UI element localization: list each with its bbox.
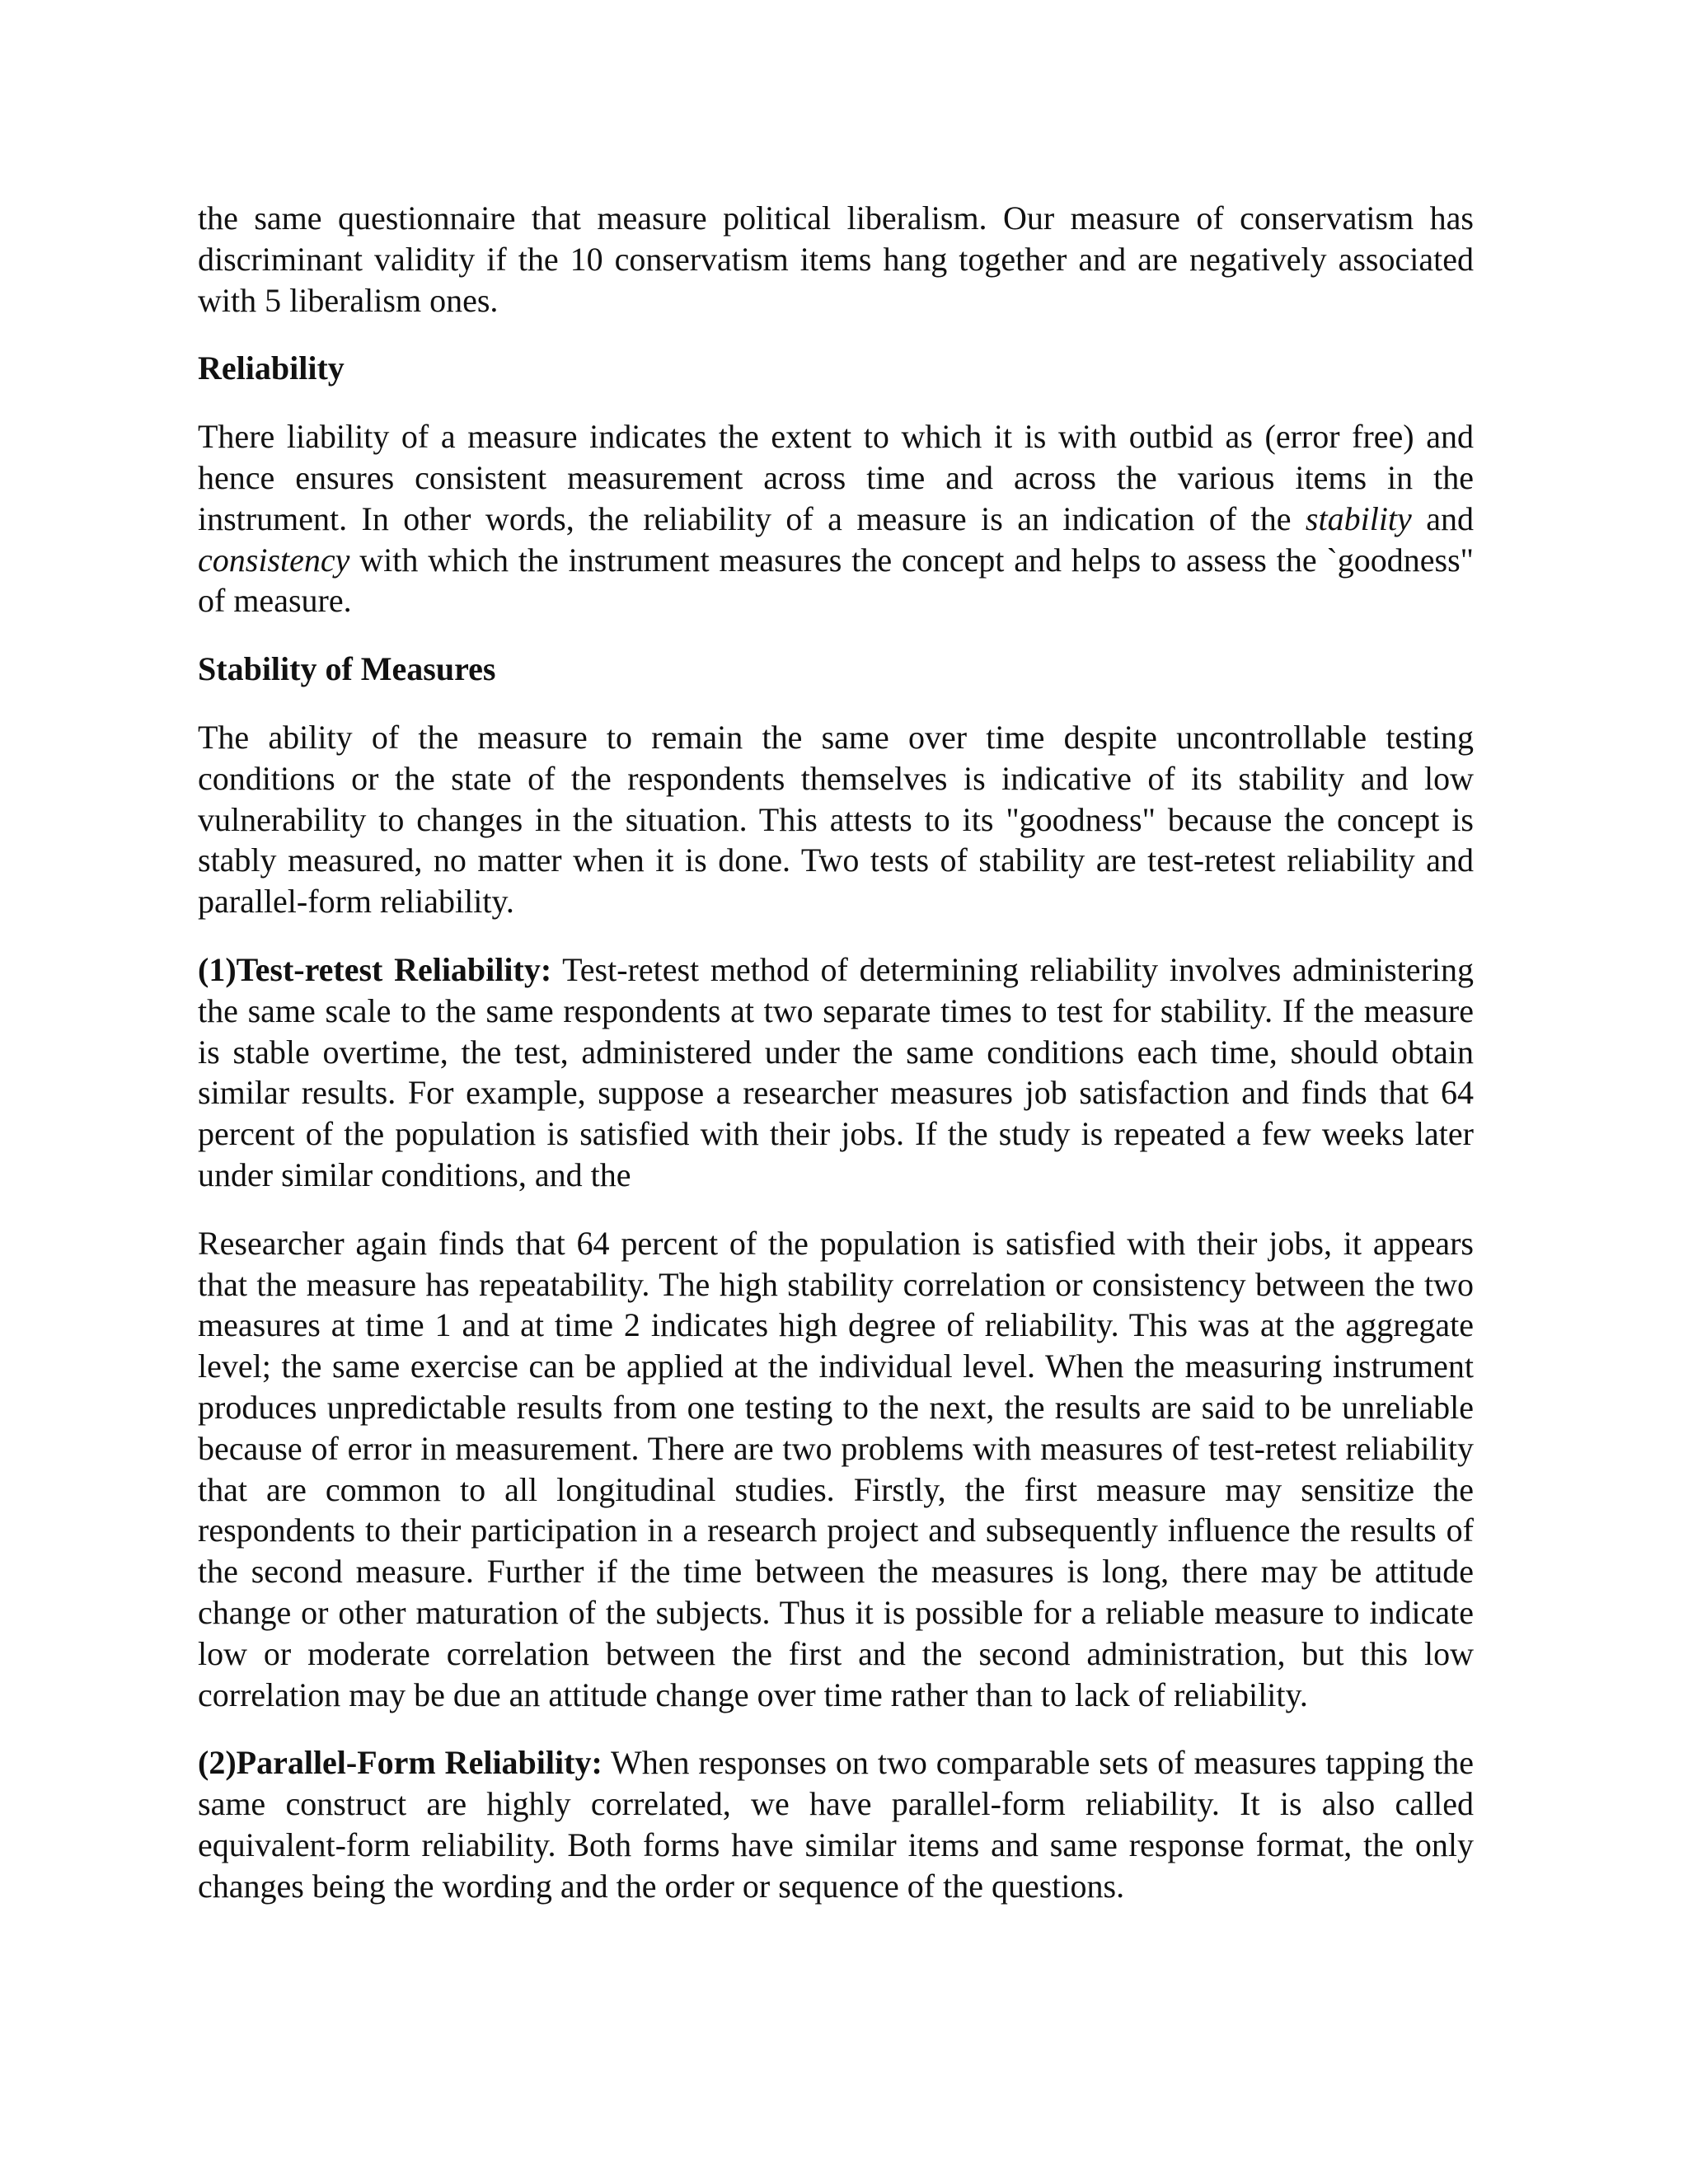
paragraph-stability: The ability of the measure to remain the same over time despite uncontrollable testing conditions or the state of the respondents themselves is indicative of its stability and low vulnerability to changes in the situation. This attests to its "goodness" because the concept is stably measured, no matter when it is done. Two tests of stability are test-retest reliability and parallel-form reliability.: [198, 718, 1474, 921]
paragraph-parallel-form: [198, 1742, 1474, 1906]
test-retest-lead: (1)Test-retest Reliability:: [198, 950, 552, 988]
paragraph-test-retest: [198, 949, 1474, 1196]
heading-stability-of-measures: Stability of Measures: [198, 650, 496, 688]
parallel-form-body: When responses on two comparable sets of measures tapping the same construct are highly correlated, we have parallel-form reliability. It is also called equivalent-form reliability. Both forms have similar items and same response format, the only changes being the wording and the order or sequence of the questions.: [198, 1744, 1474, 1905]
paragraph-reliability: [198, 416, 1474, 621]
paragraph-discriminant-validity: the same questionnaire that measure political liberalism. Our measure of conservatism has discriminant validity if the 10 conservatism items hang together and are negatively associated with 5 liberalism ones.: [198, 199, 1474, 319]
heading-reliability: Reliability: [198, 349, 345, 387]
reliability-text-part-1: There liability of a measure indicates the extent to which it is with outbid as (error free) and hence ensures consistent measurement across time and across the various items in the instrument. In other words, the reliability of a measure is an indication of the: [198, 418, 1474, 537]
stability-term: stability: [1305, 499, 1412, 537]
paragraph-test-retest-continued: Researcher again finds that 64 percent of the population is satisfied with their jobs, it appears that the measure has repeatability. The high stability correlation or consistency between the two measures at time 1 and at time 2 indicates high degree of reliability. This was at the aggregate level; the same exercise can be applied at the individual level. When the measuring instrument produces unpredictable results from one testing to the next, the results are said to be unreliable because of error in measurement. There are two problems with measures of test-retest reliability that are common to all longitudinal studies. Firstly, the first measure may sensitize the respondents to their participation in a research project and subsequently influence the results of the second measure. Further if the time between the measures is long, there may be attitude change or other maturation of the subjects. Thus it is possible for a reliable measure to indicate low or moderate correlation between the first and the second administration, but this low correlation may be due an attitude change over time rather than to lack of reliability.: [198, 1224, 1474, 1713]
test-retest-body: Test-retest method of determining reliability involves administering the same scale to the same respondents at two separate times to test for stability. If the measure is stable overtime, the test, administered under the same conditions each time, should obtain similar results. For example, suppose a researcher measures job satisfaction and finds that 64 percent of the population is satisfied with their jobs. If the study is repeated a few weeks later under similar conditions, and the: [198, 950, 1474, 1193]
document-page: [198, 198, 1474, 1933]
reliability-text-part-2: and: [1411, 499, 1474, 537]
parallel-form-lead: (2)Parallel-Form Reliability:: [198, 1744, 603, 1782]
reliability-text-part-3: with which the instrument measures the concept and helps to assess the `goodness" of measure.: [198, 541, 1474, 620]
consistency-term: consistency: [198, 541, 350, 579]
